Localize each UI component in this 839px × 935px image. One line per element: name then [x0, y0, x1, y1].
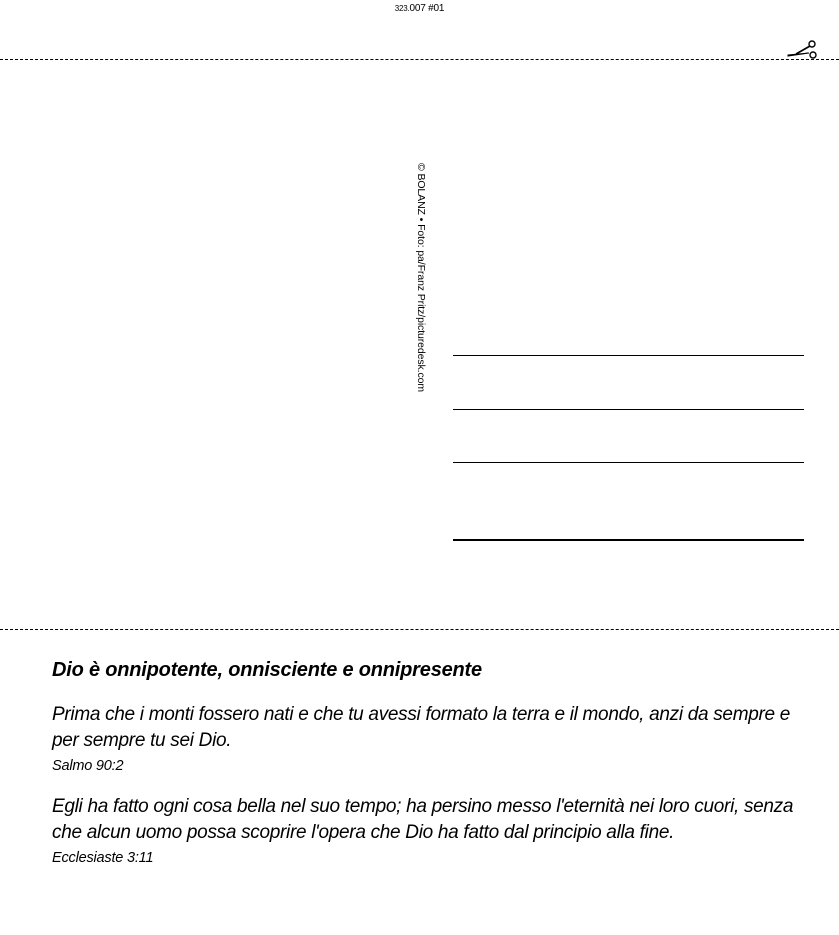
print-code-prefix: 323.: [394, 4, 410, 13]
verse-text: Prima che i monti fossero nati e che tu avessi formato la terra e il mondo, anzi da sempre e per sempre tu sei Dio.: [52, 704, 791, 751]
section-title: Dio è onnipotente, onnisciente e onnipresente: [52, 659, 482, 681]
address-line-3: [453, 462, 804, 463]
print-code-main: 007 #01: [409, 3, 445, 14]
address-line-1: [453, 355, 804, 356]
print-code: [0, 3, 839, 14]
verse-reference: Ecclesiaste 3:11: [52, 850, 154, 866]
address-line-4: [453, 539, 804, 541]
scissors-icon: [786, 36, 822, 62]
address-line-2: [453, 409, 804, 410]
photo-credit-area: [414, 163, 432, 393]
verse-reference: Salmo 90:2: [52, 758, 124, 774]
photo-credit: © BOLANZ • Foto: pa/Franz Pritz/picturedesk.com: [415, 163, 427, 393]
cut-line-bottom: [0, 629, 839, 630]
verse-text: Egli ha fatto ogni cosa bella nel suo tempo; ha persino messo l'eternità nei loro cuori, senza che alcun uomo possa scoprire l'opera che Dio ha fatto dal principio alla fine.: [52, 796, 794, 843]
cut-line-top: [0, 59, 839, 60]
